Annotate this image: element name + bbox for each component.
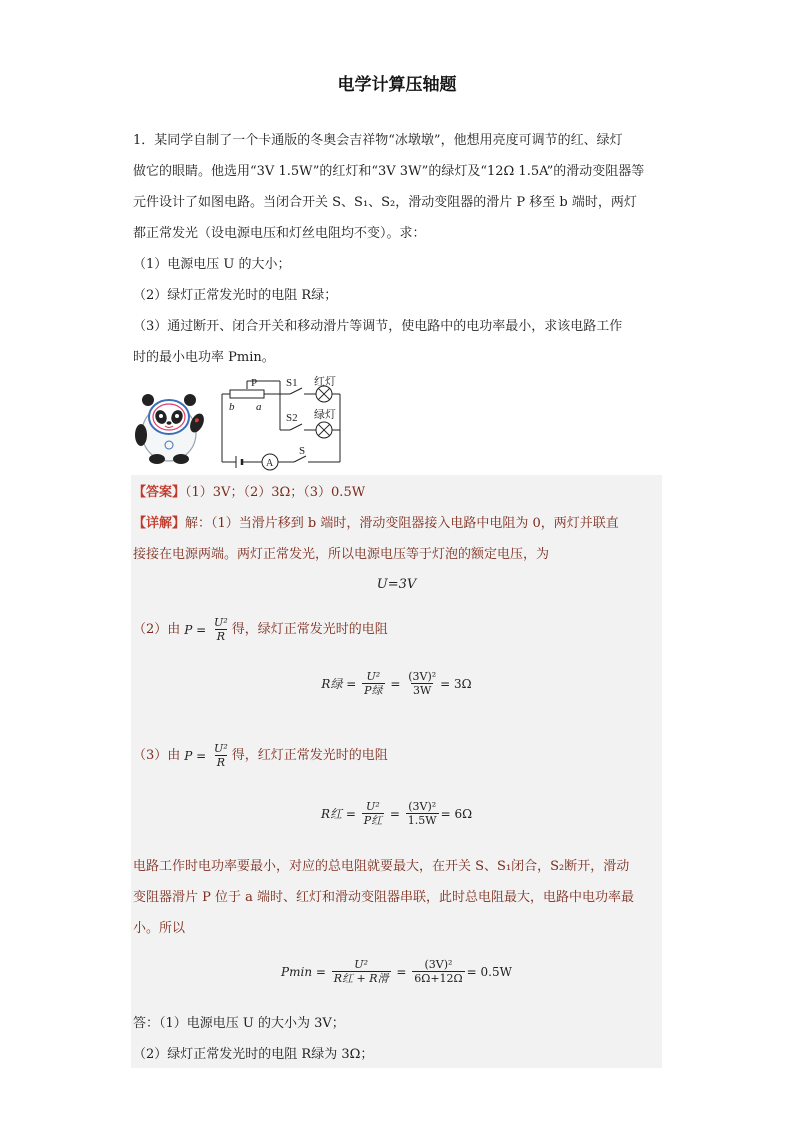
bing-dwen-dwen-mascot-image xyxy=(133,387,205,465)
eq-green-r: R绿 xyxy=(321,677,343,691)
part3-intro: （3）由 P = $\frac{\text{U²}}{R}$ 得，红灯正常发光时的电阻 xyxy=(133,742,388,769)
question-line-2: 做它的眼睛。他选用“3V 1.5W”的红灯和“3V 3W”的绿灯及“12Ω 1.5A”的滑动变阻器等 xyxy=(133,164,645,179)
part3-suffix: 得，红灯正常发光时的电阻 xyxy=(231,747,388,763)
eq-red-r: R红 xyxy=(320,807,342,821)
formula-p: P xyxy=(184,622,193,637)
para-line-1: 电路工作时电功率要最小，对应的总电阻就要最大，在开关 S、S₁闭合，S₂断开，滑动 xyxy=(133,859,630,874)
eq-green-result: = 3Ω xyxy=(440,676,472,691)
final-answer-1: 答：（1）电源电压 U 的大小为 3V； xyxy=(133,1016,345,1031)
label-a: a xyxy=(256,401,262,413)
page-title: 电学计算压轴题 xyxy=(337,75,457,95)
eq-pmin-den2: 6Ω+12Ω xyxy=(414,972,463,985)
rheostat-resistor xyxy=(230,390,264,398)
eq-pmin-u2: U² xyxy=(354,958,368,971)
switch-s2 xyxy=(290,424,302,430)
part2-suffix: 得，绿灯正常发光时的电阻 xyxy=(231,621,388,637)
label-s1: S1 xyxy=(286,377,298,389)
eq-pmin-num2: (3V)² xyxy=(424,958,453,971)
eq-pmin-result: = 0.5W xyxy=(466,964,512,979)
formula-p-2: P xyxy=(184,748,193,763)
formula-u2-2: U² xyxy=(214,742,228,755)
red-lamp-icon xyxy=(316,386,332,402)
eq-pmin-den: R红 + R滑 xyxy=(333,972,389,985)
question-line-3: 元件设计了如图电路。当闭合开关 S、S₁、S₂，滑动变阻器的滑片 P 移至 b 端时，两灯 xyxy=(133,195,637,210)
green-lamp-icon xyxy=(316,422,332,438)
eq-red-den: 1.5W xyxy=(407,814,437,827)
equation-green: R绿 = $\frac{\text{U²}}{\text{P绿}}$ = $\frac{\text{(3V)²}}{3W}$ = 3Ω xyxy=(321,670,472,697)
detail-line-1 xyxy=(133,515,619,533)
equation-red: R红 = $\frac{\text{U²}}{\text{P红}}$ = $\frac{\text{(3V)²}}{1.5W}$ = 6Ω xyxy=(320,800,473,827)
label-red-lamp: 红灯 xyxy=(314,376,336,388)
question-sub-3a: （3）通过断开、闭合开关和移动滑片等调节，使电路中的电功率最小，求该电路工作 xyxy=(133,319,623,334)
eq-green-num: (3V)² xyxy=(408,670,437,683)
label-green-lamp: 绿灯 xyxy=(314,409,336,421)
formula-r-2: R xyxy=(216,756,226,769)
eq-green-den: 3W xyxy=(413,684,432,697)
eq-red-p: P红 xyxy=(363,814,383,827)
question-sub-1: （1）电源电压 U 的大小； xyxy=(133,257,291,272)
label-s: S xyxy=(299,445,306,457)
para-line-3: 小。所以 xyxy=(133,921,186,936)
final-answer-2: （2）绿灯正常发光时的电阻 R绿为 3Ω； xyxy=(133,1047,374,1062)
label-ammeter: A xyxy=(266,458,274,469)
eq-pmin-label: Pmin xyxy=(281,964,313,979)
question-sub-3b: 时的最小电功率 Pmin。 xyxy=(133,350,275,365)
answer-tag: 【答案】 xyxy=(133,485,186,500)
label-p: P xyxy=(251,377,258,389)
part2-prefix: （2）由 xyxy=(133,621,181,637)
para-line-2: 变阻器滑片 P 位于 a 端时、红灯和滑动变阻器串联，此时总电阻最大，电路中电功率最 xyxy=(133,890,635,905)
eq-red-u2: U² xyxy=(366,800,380,813)
equation-u: U=3V xyxy=(376,577,417,592)
part3-prefix: （3）由 xyxy=(133,747,181,763)
formula-u2: U² xyxy=(214,616,228,629)
label-b: b xyxy=(229,401,235,413)
answer-text: （1）3V；（2）3Ω；（3）0.5W xyxy=(185,485,366,500)
eq-red-num: (3V)² xyxy=(408,800,437,813)
question-line-4: 都正常发光（设电源电压和灯丝电阻均不变）。求： xyxy=(133,226,426,241)
part2-intro: （2）由 P = $\frac{\text{U²}}{R}$ 得，绿灯正常发光时的电阻 xyxy=(133,616,388,643)
question-sub-2: （2）绿灯正常发光时的电阻 R绿； xyxy=(133,288,338,303)
label-s2: S2 xyxy=(286,412,298,424)
eq-green-u2: U² xyxy=(366,670,381,683)
detail-tag: 【详解】 xyxy=(133,516,186,531)
equation-pmin: Pmin = $\frac{\text{U²}}{\text{R红 + R滑}}$ = $\frac{\text{(3V)²}}{6\Omega+12\Omega}$ = 0.5W xyxy=(281,958,512,985)
eq-red-result: = 6Ω xyxy=(440,806,473,821)
formula-r: R xyxy=(216,630,226,643)
eq-green-p: P绿 xyxy=(364,684,383,697)
answer-line xyxy=(133,484,365,502)
circuit-diagram xyxy=(220,374,350,472)
detail-text-1: 解：（1）当滑片移到 b 端时，滑动变阻器接入电路中电阻为 0，两灯并联直 xyxy=(185,516,619,531)
question-line-1: 1．某同学自制了一个卡通版的冬奥会吉祥物“冰墩墩”，他想用亮度可调节的红、绿灯 xyxy=(133,133,623,148)
detail-line-2: 接接在电源两端。两灯正常发光，所以电源电压等于灯泡的额定电压，为 xyxy=(133,547,550,562)
